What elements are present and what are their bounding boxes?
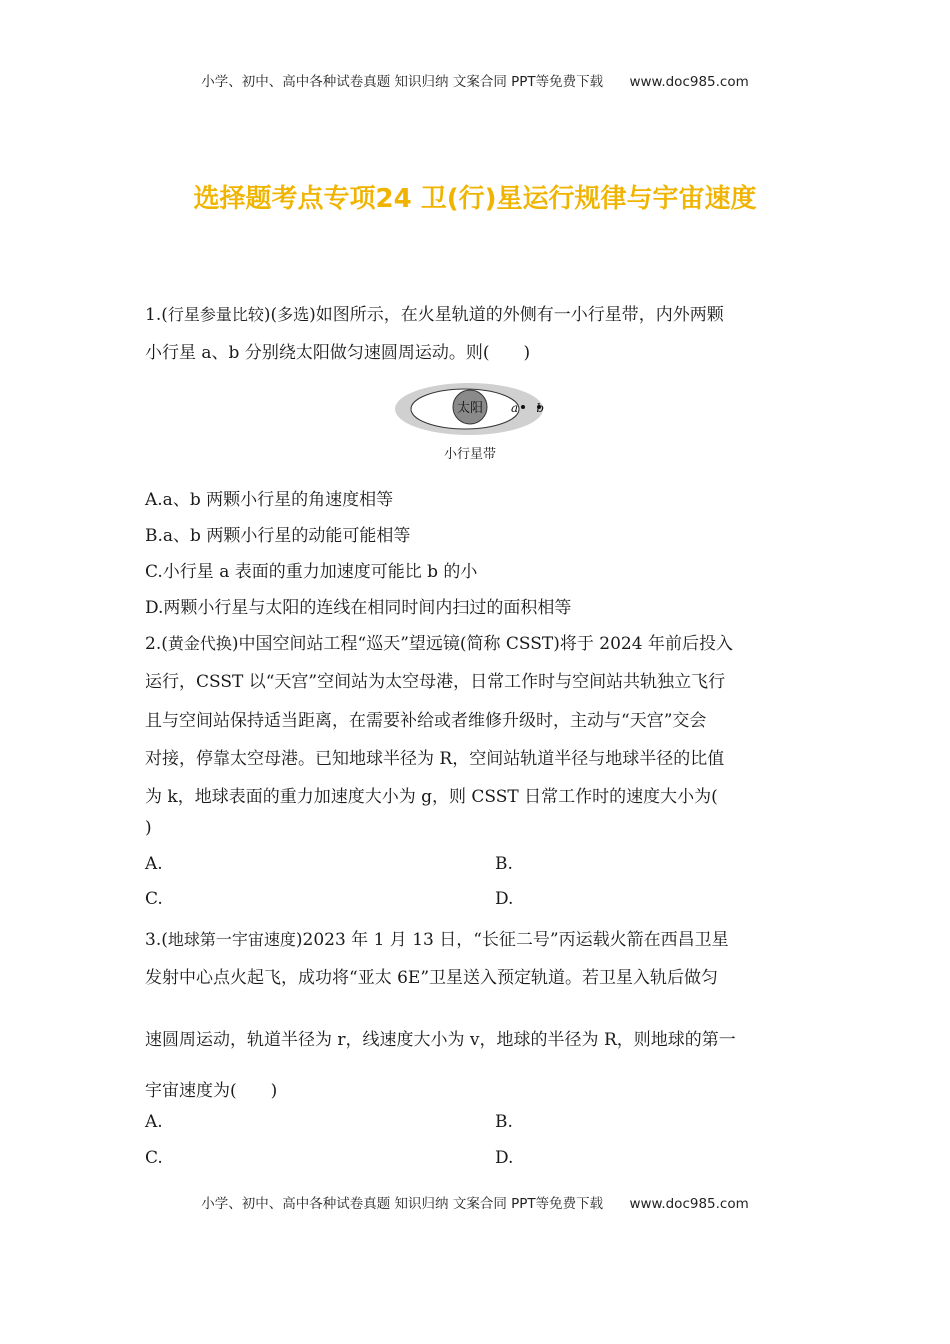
q3-line-2: 发射中心点火起飞，成功将“亚太 6E”卫星送入预定轨道。若卫星入轨后做匀 bbox=[145, 968, 719, 988]
page-title: 选择题考点专项24 卫(行)星运行规律与宇宙速度 bbox=[193, 184, 757, 214]
q3-line-1: 3.(地球第一宇宙速度)2023 年 1 月 13 日，“长征二号”丙运载火箭在西昌卫星 bbox=[145, 930, 729, 950]
label-b: b bbox=[536, 401, 544, 415]
q2-option-c: C. bbox=[145, 889, 163, 909]
page-footer bbox=[0, 1192, 950, 1212]
q2-option-b: B. bbox=[495, 854, 513, 874]
q1-line-2: 小行星 a、b 分别绕太阳做匀速圆周运动。则( ) bbox=[145, 343, 531, 363]
q3-option-a: A. bbox=[145, 1112, 163, 1132]
q1-tag2: 多选 bbox=[277, 305, 310, 324]
page-header bbox=[0, 70, 950, 90]
q1-option-c: C.小行星 a 表面的重力加速度可能比 b 的小 bbox=[145, 562, 478, 582]
q3-option-b: B. bbox=[495, 1112, 513, 1132]
q2-line-6: ) bbox=[145, 818, 152, 838]
label-a: a bbox=[511, 401, 519, 415]
q2-line-5: 为 k，地球表面的重力加速度大小为 g，则 CSST 日常工作时的速度大小为( bbox=[145, 787, 718, 807]
q1-option-a: A.a、b 两颗小行星的角速度相等 bbox=[145, 490, 394, 510]
q3-line-4: 宇宙速度为( ) bbox=[145, 1081, 278, 1101]
footer-url[interactable]: www.doc985.com bbox=[629, 1196, 749, 1212]
q2-line-1: 2.(黄金代换)中国空间站工程“巡天”望远镜(简称 CSST)将于 2024 年前后投入 bbox=[145, 634, 733, 654]
asteroid-belt-diagram bbox=[395, 383, 545, 439]
q2-option-a: A. bbox=[145, 854, 163, 874]
q3-option-d: D. bbox=[495, 1148, 514, 1168]
q3-tag: 地球第一宇宙速度 bbox=[167, 930, 296, 949]
q1-option-d: D.两颗小行星与太阳的连线在相同时间内扫过的面积相等 bbox=[145, 598, 572, 618]
q2-line-2: 运行，CSST 以“天宫”空间站为太空母港，日常工作时与空间站共轨独立飞行 bbox=[145, 672, 726, 692]
q2-line-3: 且与空间站保持适当距离，在需要补给或者维修升级时，主动与“天宫”交会 bbox=[145, 711, 707, 731]
q1-option-b: B.a、b 两颗小行星的动能可能相等 bbox=[145, 526, 411, 546]
asteroid-a-dot bbox=[521, 405, 525, 409]
q3-option-c: C. bbox=[145, 1148, 163, 1168]
q3-line-3: 速圆周运动，轨道半径为 r，线速度大小为 v，地球的半径为 R，则地球的第一 bbox=[145, 1030, 736, 1050]
footer-text: 小学、初中、高中各种试卷真题 知识归纳 文案合同 PPT等免费下载 bbox=[201, 1196, 604, 1212]
sun-label: 太阳 bbox=[456, 401, 484, 416]
q2-line-4: 对接，停靠太空母港。已知地球半径为 R，空间站轨道半径与地球半径的比值 bbox=[145, 749, 725, 769]
header-text: 小学、初中、高中各种试卷真题 知识归纳 文案合同 PPT等免费下载 bbox=[201, 74, 604, 90]
figure-caption: 小行星带 bbox=[443, 447, 496, 462]
q2-tag: 黄金代换 bbox=[167, 634, 232, 653]
header-url[interactable]: www.doc985.com bbox=[629, 74, 749, 90]
q1-line-1: 1.(行星参量比较)(多选)如图所示，在火星轨道的外侧有一小行星带，内外两颗 bbox=[145, 305, 724, 325]
q2-option-d: D. bbox=[495, 889, 514, 909]
q1-tag: 行星参量比较 bbox=[167, 305, 264, 324]
